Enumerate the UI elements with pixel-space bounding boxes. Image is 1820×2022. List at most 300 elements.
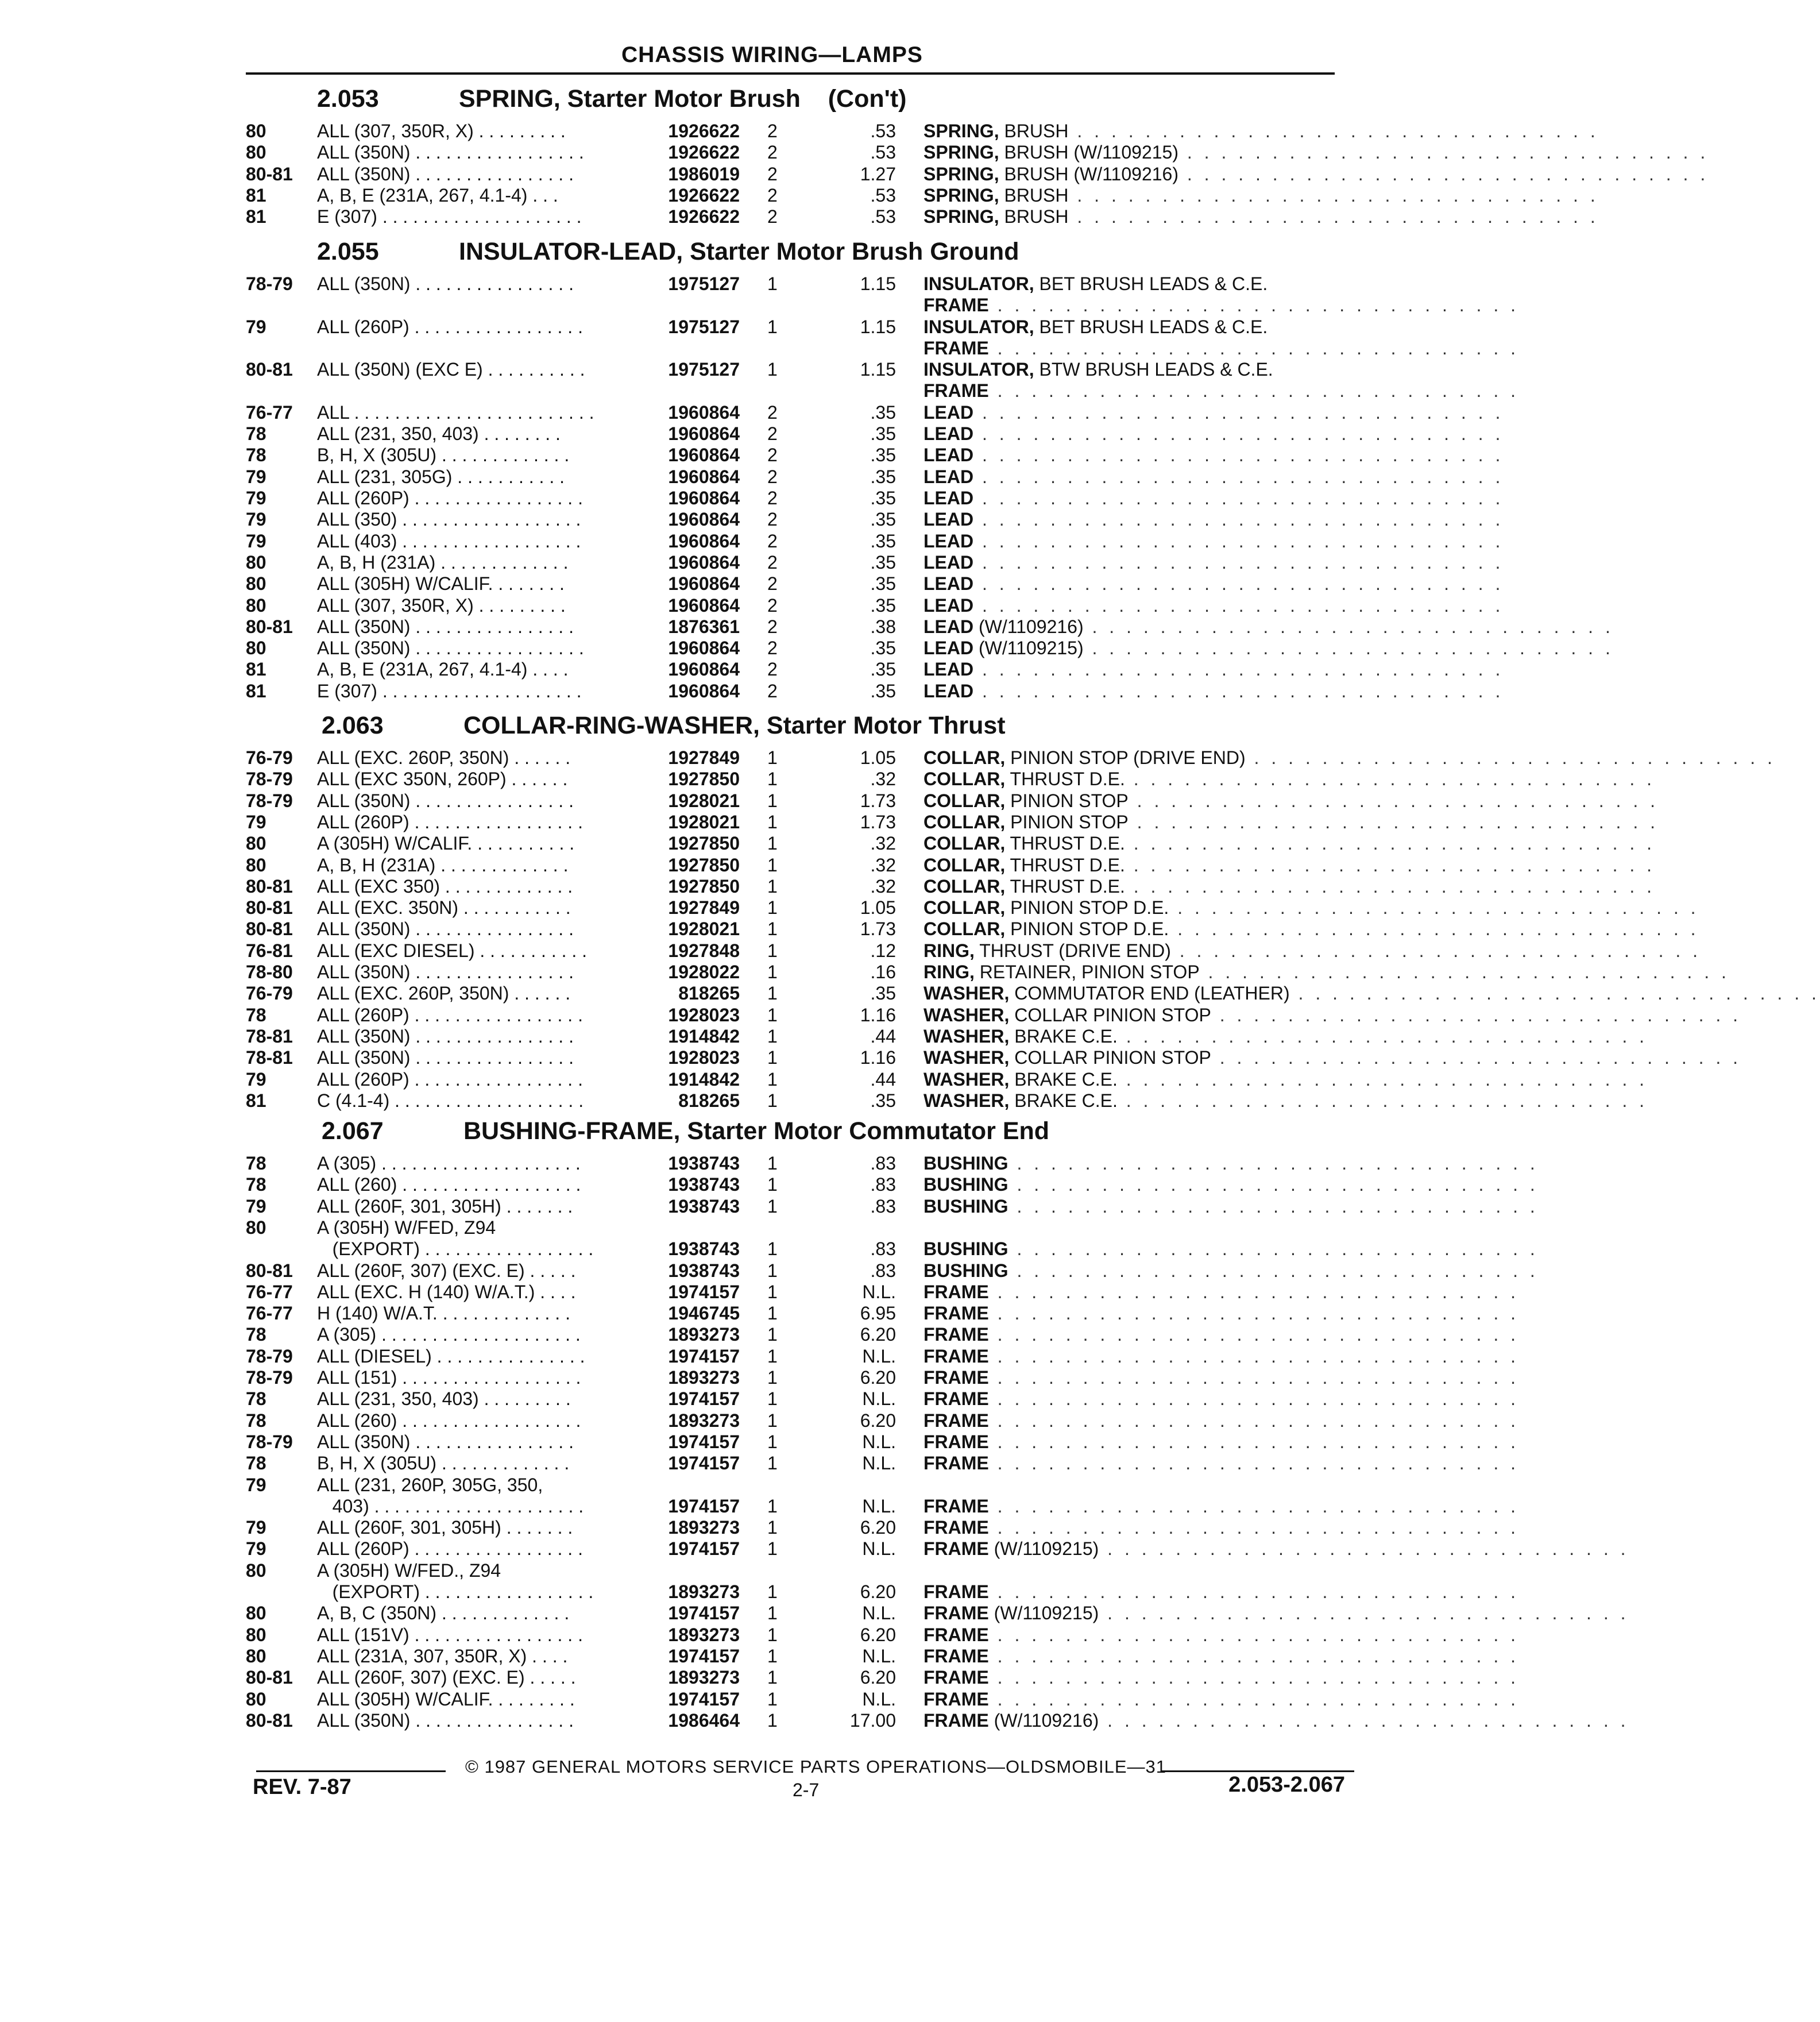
row-models: ALL (350N) . . . . . . . . . . . . . . . . .	[317, 638, 584, 659]
row-models: ALL (305H) W/CALIF. . . . . . . . .	[317, 1688, 575, 1710]
row-year: 79	[246, 1538, 266, 1560]
row-models: ALL (EXC DIESEL) . . . . . . . . . . .	[317, 940, 588, 961]
row-price: 1.05	[860, 747, 896, 768]
table-row	[0, 1517, 1519, 1538]
row-price: 1.15	[860, 359, 896, 380]
row-description: FRAME . . . . . . . . . . . . . . . . . . . . . . . . . . . . . . .	[923, 1495, 1519, 1516]
table-row	[0, 316, 1519, 360]
table-row	[0, 402, 1504, 423]
row-quantity: 2	[767, 509, 778, 530]
row-description: COLLAR, PINION STOP D.E. . . . . . . . . . . . . . . . . . . . . . . . . . . . . . . .	[923, 897, 1699, 919]
row-year: 80-81	[246, 919, 293, 940]
row-description: COLLAR, THRUST D.E. . . . . . . . . . . . . . . . . . . . . . . . . . . . . . . .	[923, 854, 1656, 875]
row-quantity: 1	[767, 1281, 778, 1302]
row-part-number: 1974157	[668, 1538, 740, 1560]
row-part-number: 1946745	[668, 1303, 740, 1324]
row-description: LEAD . . . . . . . . . . . . . . . . . . . . . . . . . . . . . . .	[923, 488, 1504, 508]
row-part-number: 1938743	[668, 1260, 740, 1281]
row-part-number: 818265	[678, 1090, 740, 1111]
row-price: .35	[870, 983, 896, 1004]
row-quantity: 2	[767, 445, 778, 466]
row-price: .35	[870, 551, 896, 573]
table-row	[0, 1388, 1519, 1410]
row-models: ALL (350N) . . . . . . . . . . . . . . . .	[317, 616, 574, 637]
row-price: .35	[870, 530, 896, 551]
table-row	[0, 1410, 1519, 1431]
row-year: 80	[246, 121, 266, 141]
row-price: 1.15	[860, 316, 896, 337]
row-part-number: 1926622	[668, 142, 740, 163]
footer-revision: REV. 7-87	[253, 1775, 351, 1799]
row-models: ALL (305H) W/CALIF. . . . . . . .	[317, 573, 565, 595]
row-description: BUSHING . . . . . . . . . . . . . . . . . . . . . . . . . . . . . . .	[923, 1195, 1539, 1217]
row-models: A, B, H (231A) . . . . . . . . . . . . .	[317, 854, 569, 875]
row-part-number: 1893273	[668, 1517, 740, 1538]
row-price: N.L.	[862, 1495, 896, 1516]
row-part-number: 1960864	[668, 659, 740, 680]
row-quantity: 1	[767, 1603, 778, 1624]
row-price: 1.16	[860, 1004, 896, 1025]
row-part-number: 1975127	[668, 359, 740, 380]
row-quantity: 1	[767, 1688, 778, 1710]
row-price: .35	[870, 1090, 896, 1111]
row-quantity: 1	[767, 919, 778, 940]
row-models: ALL (EXC. 260P, 350N) . . . . . .	[317, 983, 571, 1004]
row-quantity: 1	[767, 1153, 778, 1174]
row-models: ALL (350N) (EXC E) . . . . . . . . . .	[317, 359, 585, 380]
row-part-number: 1960864	[668, 595, 740, 616]
row-description: SPRING, BRUSH (W/1109215) . . . . . . . . . . . . . . . . . . . . . . . . . . . . . . .	[923, 142, 1709, 163]
row-description: FRAME . . . . . . . . . . . . . . . . . . . . . . . . . . . . . . .	[923, 1667, 1519, 1688]
row-price: .32	[870, 833, 896, 854]
row-price: .35	[870, 402, 896, 423]
table-row	[0, 940, 1702, 962]
row-models: ALL (350N) . . . . . . . . . . . . . . . .	[317, 1710, 574, 1731]
row-quantity: 1	[767, 1260, 778, 1281]
row-description: LEAD . . . . . . . . . . . . . . . . . . . . . . . . . . . . . . .	[923, 466, 1504, 487]
row-models: A, B, E (231A, 267, 4.1-4) . . . .	[317, 659, 569, 680]
row-year: 76-79	[246, 983, 293, 1004]
row-year: 79	[246, 1474, 266, 1495]
row-description: LEAD (W/1109215) . . . . . . . . . . . . . . . . . . . . . . . . . . . . . . .	[923, 638, 1614, 659]
row-year: 76-79	[246, 747, 293, 768]
row-models: ALL (350N) . . . . . . . . . . . . . . . .	[317, 962, 574, 982]
row-year: 78	[246, 423, 266, 445]
row-part-number: 1893273	[668, 1624, 740, 1645]
row-description: LEAD . . . . . . . . . . . . . . . . . . . . . . . . . . . . . . .	[923, 445, 1504, 466]
row-price: 1.73	[860, 811, 896, 832]
table-row	[0, 1260, 1539, 1282]
footer-page-number: 2-7	[793, 1780, 820, 1800]
row-price: 1.73	[860, 790, 896, 811]
section-heading	[322, 712, 1298, 740]
row-models: ALL (231, 260P, 305G, 350,	[317, 1474, 543, 1495]
table-row	[0, 121, 1599, 142]
row-year: 78-81	[246, 1047, 293, 1068]
row-quantity: 1	[767, 769, 778, 790]
row-part-number: 1927850	[668, 769, 740, 790]
table-row	[0, 790, 1659, 812]
row-description: FRAME . . . . . . . . . . . . . . . . . . . . . . . . . . . . . . .	[923, 1281, 1519, 1302]
row-description: INSULATOR, BET BRUSH LEADS & C.E.	[923, 316, 1268, 337]
row-part-number: 1928021	[668, 919, 740, 940]
row-quantity: 1	[767, 811, 778, 832]
row-description: LEAD . . . . . . . . . . . . . . . . . . . . . . . . . . . . . . .	[923, 509, 1504, 530]
row-part-number: 1960864	[668, 402, 740, 423]
row-models: ALL (403) . . . . . . . . . . . . . . . . . .	[317, 530, 581, 551]
row-quantity: 1	[767, 1004, 778, 1025]
row-part-number: 1938743	[668, 1238, 740, 1260]
row-year: 80-81	[246, 875, 293, 897]
row-description: INSULATOR, BET BRUSH LEADS & C.E.	[923, 273, 1268, 294]
row-part-number: 1928021	[668, 811, 740, 832]
row-price: .35	[870, 595, 896, 616]
row-part-number: 1927850	[668, 833, 740, 854]
row-price: 6.20	[860, 1410, 896, 1431]
row-part-number: 1927850	[668, 854, 740, 875]
row-models: ALL (231, 305G) . . . . . . . . . . .	[317, 466, 565, 487]
row-description: INSULATOR, BTW BRUSH LEADS & C.E.	[923, 359, 1273, 380]
row-year: 79	[246, 530, 266, 551]
table-row	[0, 206, 1599, 227]
table-row	[0, 1710, 1629, 1731]
row-quantity: 1	[767, 1710, 778, 1731]
row-quantity: 1	[767, 897, 778, 919]
row-models: (EXPORT) . . . . . . . . . . . . . . . . .	[317, 1238, 594, 1260]
row-part-number: 1974157	[668, 1388, 740, 1410]
row-price: N.L.	[862, 1388, 896, 1410]
row-price: .44	[870, 1025, 896, 1047]
row-models: B, H, X (305U) . . . . . . . . . . . . .	[317, 1453, 570, 1474]
row-part-number: 1986019	[668, 163, 740, 184]
row-year: 79	[246, 1068, 266, 1090]
row-price: .38	[870, 616, 896, 637]
table-row	[0, 1367, 1519, 1388]
row-description: COLLAR, PINION STOP . . . . . . . . . . . . . . . . . . . . . . . . . . . . . . .	[923, 790, 1659, 811]
row-part-number: 1876361	[668, 616, 740, 637]
row-year: 80-81	[246, 359, 293, 380]
row-models: ALL (231A, 307, 350R, X) . . . .	[317, 1645, 568, 1666]
row-year: 80	[246, 1560, 266, 1581]
row-models: ALL (260) . . . . . . . . . . . . . . . . . .	[317, 1410, 581, 1431]
row-models: ALL (260P) . . . . . . . . . . . . . . . . .	[317, 488, 583, 508]
row-models: H (140) W/A.T. . . . . . . . . . . . . .	[317, 1303, 570, 1324]
row-models: ALL (EXC 350) . . . . . . . . . . . . .	[317, 875, 573, 897]
row-part-number: 1928023	[668, 1047, 740, 1068]
row-models: ALL . . . . . . . . . . . . . . . . . . . . . . . .	[317, 402, 594, 423]
row-part-number: 1928021	[668, 790, 740, 811]
row-models: A (305H) W/FED, Z94	[317, 1217, 496, 1238]
row-part-number: 1960864	[668, 466, 740, 487]
row-models: A, B, H (231A) . . . . . . . . . . . . .	[317, 551, 569, 573]
row-price: .32	[870, 875, 896, 897]
row-year: 80	[246, 1645, 266, 1666]
row-description: LEAD . . . . . . . . . . . . . . . . . . . . . . . . . . . . . . .	[923, 573, 1504, 595]
table-row	[0, 659, 1504, 680]
row-price: .35	[870, 573, 896, 595]
row-price: 1.16	[860, 1047, 896, 1068]
row-year: 80	[246, 1624, 266, 1645]
row-description: LEAD (W/1109216) . . . . . . . . . . . . . . . . . . . . . . . . . . . . . . .	[923, 616, 1614, 637]
row-models: E (307) . . . . . . . . . . . . . . . . . . . .	[317, 206, 582, 227]
row-description: BUSHING . . . . . . . . . . . . . . . . . . . . . . . . . . . . . . .	[923, 1153, 1539, 1174]
row-quantity: 1	[767, 1517, 778, 1538]
row-quantity: 1	[767, 359, 778, 380]
row-description: FRAME . . . . . . . . . . . . . . . . . . . . . . . . . . . . . . .	[923, 1453, 1519, 1474]
row-models: ALL (EXC 350N, 260P) . . . . . .	[317, 769, 568, 790]
table-row	[0, 897, 1699, 919]
row-quantity: 1	[767, 1345, 778, 1367]
row-price: .83	[870, 1174, 896, 1195]
row-price: .35	[870, 659, 896, 680]
section-number: 2.053	[317, 85, 379, 113]
row-models: ALL (EXC. 260P, 350N) . . . . . .	[317, 747, 571, 768]
row-year: 80	[246, 573, 266, 595]
row-part-number: 1974157	[668, 1688, 740, 1710]
section-heading	[322, 1117, 1298, 1146]
row-year: 78	[246, 1174, 266, 1195]
row-models: A (305H) W/CALIF. . . . . . . . . . .	[317, 833, 575, 854]
row-year: 81	[246, 659, 266, 680]
row-year: 79	[246, 1195, 266, 1217]
table-row	[0, 1174, 1539, 1195]
row-quantity: 1	[767, 1068, 778, 1090]
row-description: LEAD . . . . . . . . . . . . . . . . . . . . . . . . . . . . . . .	[923, 423, 1504, 445]
row-year: 78-79	[246, 1367, 293, 1388]
row-part-number: 1893273	[668, 1667, 740, 1688]
row-quantity: 2	[767, 659, 778, 680]
row-part-number: 1960864	[668, 488, 740, 508]
table-row	[0, 1431, 1519, 1453]
row-description: SPRING, BRUSH . . . . . . . . . . . . . . . . . . . . . . . . . . . . . . .	[923, 184, 1599, 206]
table-row	[0, 1068, 1648, 1090]
row-price: N.L.	[862, 1281, 896, 1302]
table-row	[0, 359, 1519, 402]
row-quantity: 1	[767, 1025, 778, 1047]
row-description: WASHER, COLLAR PINION STOP . . . . . . . . . . . . . . . . . . . . . . . . . . . . . . .	[923, 1047, 1742, 1068]
row-price: .35	[870, 509, 896, 530]
row-quantity: 1	[767, 316, 778, 337]
row-price: .44	[870, 1068, 896, 1090]
row-part-number: 1974157	[668, 1431, 740, 1452]
table-row	[0, 1474, 1519, 1518]
table-row	[0, 466, 1504, 488]
row-quantity: 2	[767, 616, 778, 637]
row-price: 6.20	[860, 1624, 896, 1645]
row-year: 78-81	[246, 1025, 293, 1047]
row-description: LEAD . . . . . . . . . . . . . . . . . . . . . . . . . . . . . . .	[923, 659, 1504, 680]
row-part-number: 1927849	[668, 747, 740, 768]
row-part-number: 1926622	[668, 184, 740, 206]
row-part-number: 1960864	[668, 573, 740, 595]
row-price: 6.20	[860, 1517, 896, 1538]
row-price: .83	[870, 1260, 896, 1281]
row-description: WASHER, BRAKE C.E. . . . . . . . . . . . . . . . . . . . . . . . . . . . . . . .	[923, 1025, 1648, 1047]
table-row	[0, 1025, 1648, 1047]
row-year: 81	[246, 680, 266, 701]
row-part-number: 1927849	[668, 897, 740, 919]
page-title: CHASSIS WIRING—LAMPS	[621, 43, 923, 67]
row-year: 78-79	[246, 273, 293, 294]
row-price: .53	[870, 121, 896, 141]
row-year: 78-79	[246, 790, 293, 811]
row-models: ALL (260F, 307) (EXC. E) . . . . .	[317, 1260, 576, 1281]
row-price: N.L.	[862, 1345, 896, 1367]
table-row	[0, 1624, 1519, 1646]
table-row	[0, 833, 1656, 854]
row-description: FRAME . . . . . . . . . . . . . . . . . . . . . . . . . . . . . . .	[923, 1645, 1519, 1666]
table-row	[0, 595, 1504, 616]
table-row	[0, 530, 1504, 552]
row-price: .83	[870, 1195, 896, 1217]
table-row	[0, 1090, 1648, 1112]
row-quantity: 1	[767, 1431, 778, 1452]
table-row	[0, 769, 1656, 790]
table-row	[0, 919, 1699, 940]
footer-rule-right	[1161, 1770, 1354, 1772]
row-part-number: 1938743	[668, 1153, 740, 1174]
row-year: 76-77	[246, 1303, 293, 1324]
row-models: ALL (EXC. 350N) . . . . . . . . . . .	[317, 897, 571, 919]
row-models: ALL (EXC. H (140) W/A.T.) . . . .	[317, 1281, 576, 1302]
row-quantity: 1	[767, 1410, 778, 1431]
row-quantity: 2	[767, 573, 778, 595]
row-quantity: 2	[767, 551, 778, 573]
row-price: 17.00	[849, 1710, 896, 1731]
row-models: ALL (350N) . . . . . . . . . . . . . . . .	[317, 919, 574, 940]
table-row	[0, 184, 1599, 206]
row-description: FRAME . . . . . . . . . . . . . . . . . . . . . . . . . . . . . . .	[923, 295, 1519, 316]
row-year: 80	[246, 1603, 266, 1624]
row-year: 79	[246, 466, 266, 487]
section-title: INSULATOR-LEAD, Starter Motor Brush Ground	[459, 238, 1019, 265]
row-price: 1.05	[860, 897, 896, 919]
row-description: LEAD . . . . . . . . . . . . . . . . . . . . . . . . . . . . . . .	[923, 402, 1504, 423]
row-quantity: 2	[767, 142, 778, 163]
row-price: .53	[870, 206, 896, 227]
table-row	[0, 616, 1614, 638]
row-models: ALL (350) . . . . . . . . . . . . . . . . . .	[317, 509, 581, 530]
row-quantity: 1	[767, 854, 778, 875]
row-models: ALL (260F, 307) (EXC. E) . . . . .	[317, 1667, 576, 1688]
row-year: 78	[246, 445, 266, 466]
row-part-number: 1928023	[668, 1004, 740, 1025]
row-description: RING, RETAINER, PINION STOP . . . . . . . . . . . . . . . . . . . . . . . . . . . . . . .	[923, 962, 1730, 982]
row-year: 79	[246, 488, 266, 508]
row-models: ALL (307, 350R, X) . . . . . . . . .	[317, 121, 566, 141]
row-description: COLLAR, PINION STOP D.E. . . . . . . . . . . . . . . . . . . . . . . . . . . . . . . .	[923, 919, 1699, 940]
row-models: ALL (151) . . . . . . . . . . . . . . . . . .	[317, 1367, 581, 1388]
row-part-number: 1914842	[668, 1025, 740, 1047]
row-description: FRAME (W/1109215) . . . . . . . . . . . . . . . . . . . . . . . . . . . . . . .	[923, 1603, 1629, 1624]
row-year: 80-81	[246, 1667, 293, 1688]
row-price: 6.95	[860, 1303, 896, 1324]
row-year: 80	[246, 142, 266, 163]
row-year: 80	[246, 551, 266, 573]
row-part-number: 1927848	[668, 940, 740, 961]
row-price: .12	[870, 940, 896, 961]
row-price: .35	[870, 423, 896, 445]
row-description: BUSHING . . . . . . . . . . . . . . . . . . . . . . . . . . . . . . .	[923, 1238, 1539, 1260]
row-year: 78-80	[246, 962, 293, 982]
row-models: E (307) . . . . . . . . . . . . . . . . . . . .	[317, 680, 582, 701]
table-row	[0, 573, 1504, 595]
footer-rule-left	[256, 1770, 446, 1772]
row-year: 79	[246, 316, 266, 337]
table-row	[0, 1538, 1629, 1560]
row-description: FRAME . . . . . . . . . . . . . . . . . . . . . . . . . . . . . . .	[923, 1431, 1519, 1452]
table-row	[0, 1004, 1742, 1026]
row-part-number: 1960864	[668, 530, 740, 551]
row-price: N.L.	[862, 1645, 896, 1666]
row-description: FRAME (W/1109216) . . . . . . . . . . . . . . . . . . . . . . . . . . . . . . .	[923, 1710, 1629, 1731]
row-models: ALL (231, 350, 403) . . . . . . . .	[317, 423, 561, 445]
row-quantity: 2	[767, 206, 778, 227]
table-row	[0, 811, 1659, 833]
row-quantity: 1	[767, 983, 778, 1004]
row-models: ALL (307, 350R, X) . . . . . . . . .	[317, 595, 566, 616]
row-quantity: 2	[767, 488, 778, 508]
row-part-number: 1927850	[668, 875, 740, 897]
row-year: 80	[246, 1688, 266, 1710]
row-price: .32	[870, 769, 896, 790]
table-row	[0, 142, 1709, 163]
row-description: COLLAR, THRUST D.E. . . . . . . . . . . . . . . . . . . . . . . . . . . . . . . .	[923, 875, 1656, 897]
row-quantity: 1	[767, 747, 778, 768]
row-quantity: 1	[767, 273, 778, 294]
row-price: 1.73	[860, 919, 896, 940]
row-part-number: 1960864	[668, 445, 740, 466]
row-models: ALL (260P) . . . . . . . . . . . . . . . . .	[317, 1538, 583, 1560]
row-quantity: 1	[767, 962, 778, 982]
table-row	[0, 509, 1504, 530]
row-price: N.L.	[862, 1603, 896, 1624]
row-year: 80-81	[246, 163, 293, 184]
row-part-number: 1926622	[668, 121, 740, 141]
row-description: COLLAR, PINION STOP (DRIVE END) . . . . . . . . . . . . . . . . . . . . . . . . . . . . . . .	[923, 747, 1776, 768]
row-quantity: 2	[767, 423, 778, 445]
row-models: ALL (350N) . . . . . . . . . . . . . . . .	[317, 273, 574, 294]
top-rule	[246, 72, 1335, 75]
row-quantity: 1	[767, 1047, 778, 1068]
row-year: 78	[246, 1153, 266, 1174]
table-row	[0, 551, 1504, 573]
row-price: 6.20	[860, 1667, 896, 1688]
row-year: 80	[246, 1217, 266, 1238]
row-quantity: 1	[767, 1453, 778, 1474]
row-year: 78	[246, 1388, 266, 1410]
row-models: ALL (260) . . . . . . . . . . . . . . . . . .	[317, 1174, 581, 1195]
section-title: COLLAR-RING-WASHER, Starter Motor Thrust	[463, 712, 1006, 739]
section-number: 2.063	[322, 712, 384, 739]
table-row	[0, 1324, 1519, 1345]
row-quantity: 2	[767, 680, 778, 701]
row-price: N.L.	[862, 1538, 896, 1560]
row-description: FRAME . . . . . . . . . . . . . . . . . . . . . . . . . . . . . . .	[923, 1410, 1519, 1431]
row-year: 78-79	[246, 769, 293, 790]
row-models: B, H, X (305U) . . . . . . . . . . . . .	[317, 445, 570, 466]
row-description: LEAD . . . . . . . . . . . . . . . . . . . . . . . . . . . . . . .	[923, 551, 1504, 573]
row-quantity: 1	[767, 1174, 778, 1195]
row-year: 76-77	[246, 1281, 293, 1302]
table-row	[0, 488, 1504, 509]
row-part-number: 1893273	[668, 1581, 740, 1602]
row-description: FRAME . . . . . . . . . . . . . . . . . . . . . . . . . . . . . . .	[923, 1581, 1519, 1602]
row-models: ALL (260P) . . . . . . . . . . . . . . . . .	[317, 1004, 583, 1025]
row-price: .35	[870, 638, 896, 659]
table-row	[0, 1195, 1539, 1217]
row-description: FRAME (W/1109215) . . . . . . . . . . . . . . . . . . . . . . . . . . . . . . .	[923, 1538, 1629, 1560]
